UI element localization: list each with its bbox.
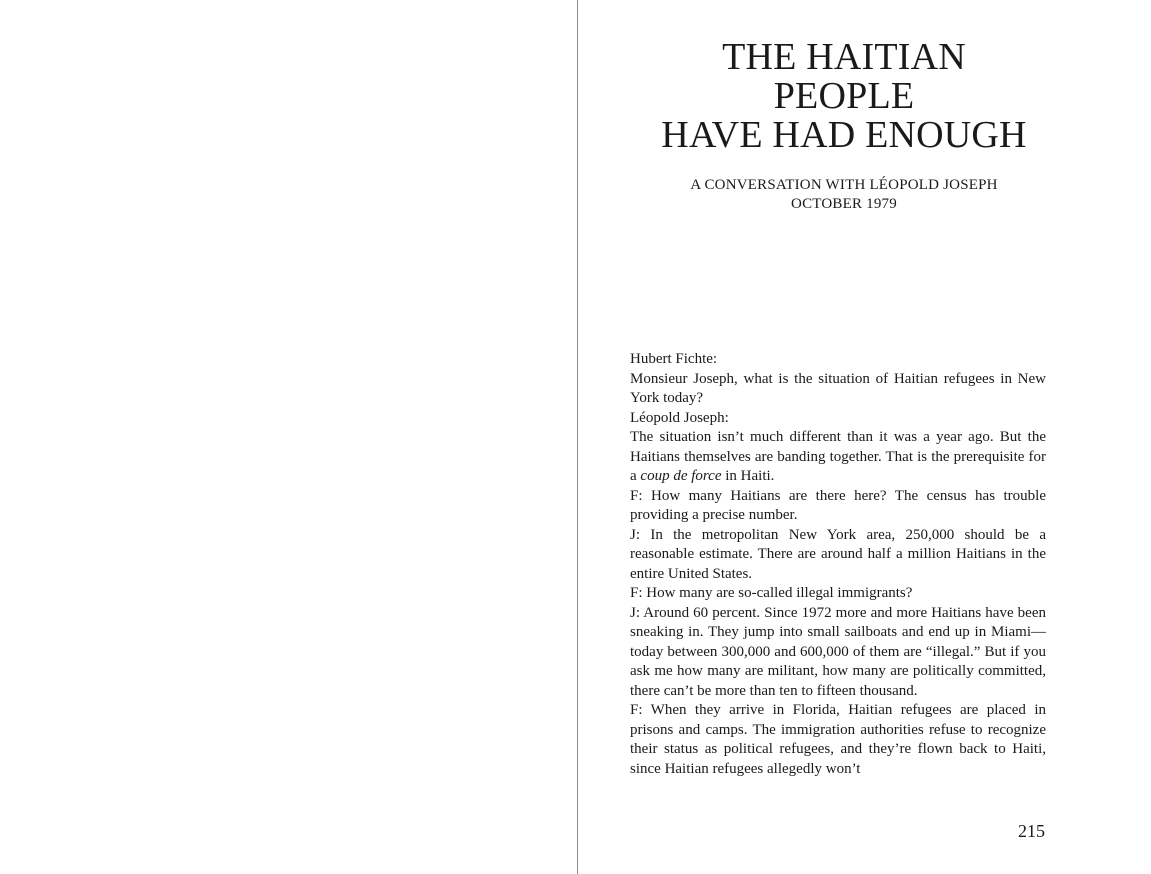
chapter-title-line: THE HAITIAN	[722, 36, 966, 78]
subtitle-line: A CONVERSATION WITH LÉOPOLD JOSEPH	[690, 177, 998, 193]
right-page	[578, 0, 1151, 874]
paragraph: F: When they arrive in Florida, Haitian refugees are placed in prisons and camps. The immigration authorities refuse to recognize their status as political refugees, and they’re flown back to Haiti, since Haitian refugees allegedly won’t	[630, 702, 1046, 777]
paragraph: Monsieur Joseph, what is the situation of Haitian refugees in New York today?	[630, 370, 1046, 406]
paragraph-text: The situation isn’t much different than it was a year ago. But the Haitians themselves are banding together. That is the prerequisite for a	[630, 429, 1046, 484]
italic-phrase: coup de force	[640, 468, 722, 484]
speaker-label: Léopold Joseph:	[630, 409, 729, 426]
paragraph: J: In the metropolitan New York area, 250,000 should be a reasonable estimate. There are around half a million Haitians in the entire United States.	[630, 526, 1046, 582]
paragraph-text: in Haiti.	[721, 468, 775, 484]
paragraph: J: Around 60 percent. Since 1972 more and more Haitians have been sneaking in. They jump into small sailboats and end up in Miami—today between 300,000 and 600,000 of them are “illegal.” But if you ask me how many are militant, how many are politically committed, there can’t be more than ten to fifteen thousand.	[630, 604, 1046, 699]
chapter-title	[634, 38, 1054, 155]
chapter-title-line: HAVE HAD ENOUGH	[661, 114, 1027, 156]
speaker-label: Hubert Fichte:	[630, 351, 718, 367]
paragraph	[630, 428, 1046, 487]
paragraph: F: How many Haitians are there here? The census has trouble providing a precise number.	[630, 487, 1046, 523]
chapter-subtitle	[634, 176, 1054, 214]
interview-body	[630, 350, 1046, 779]
page-number: 215	[1018, 821, 1045, 841]
subtitle-date: OCTOBER 1979	[791, 196, 897, 212]
paragraph: F: How many are so-called illegal immigrants?	[630, 585, 913, 601]
chapter-title-line: PEOPLE	[773, 75, 915, 117]
